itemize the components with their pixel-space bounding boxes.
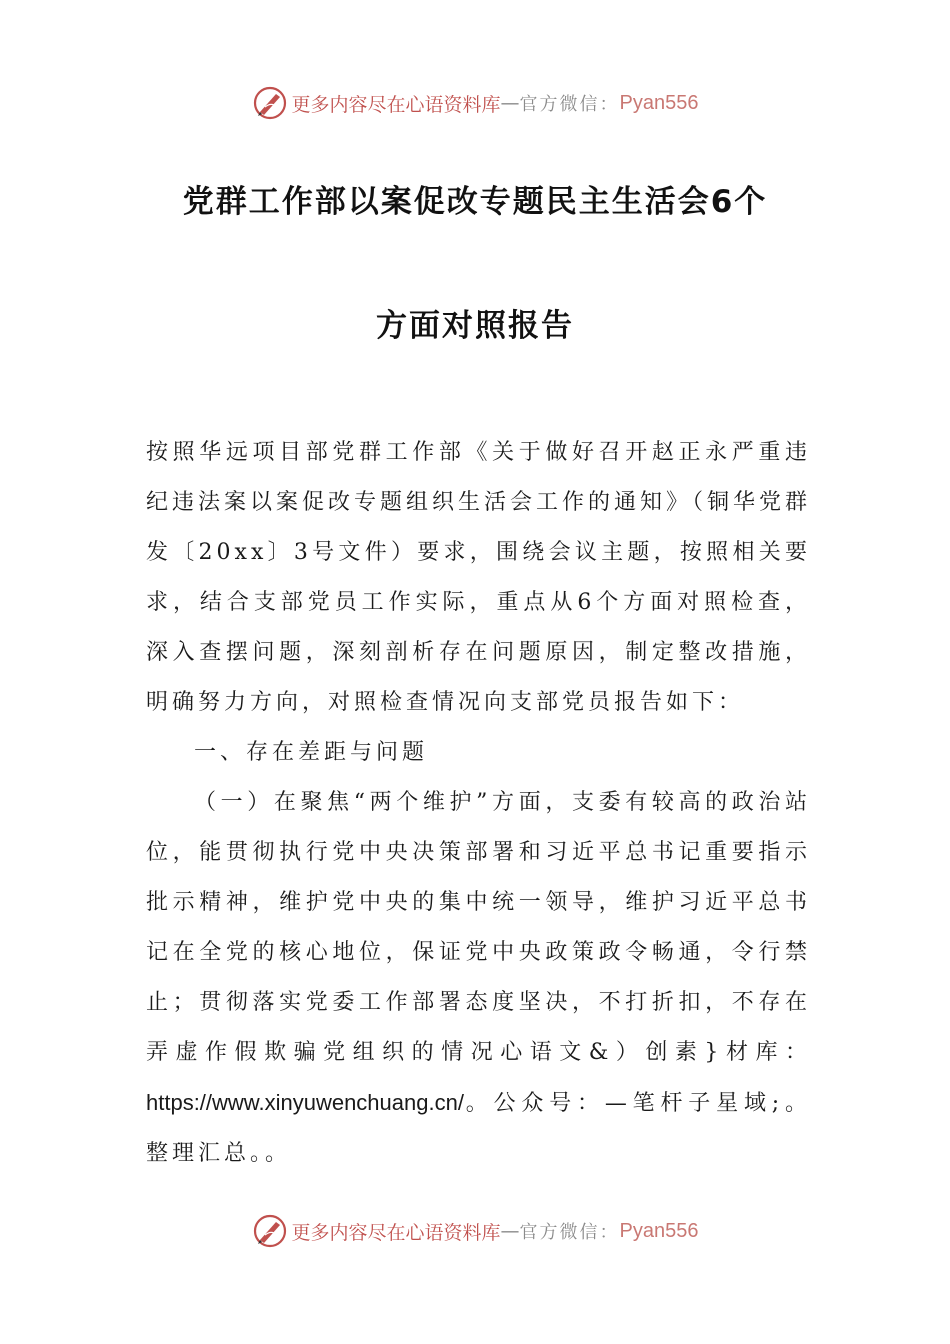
- wechat-label: 官方微信：: [519, 1222, 620, 1243]
- website-url[interactable]: https://www.xinyuwenchuang.cn/: [146, 1090, 464, 1115]
- paragraph-1-tail: 。公众号：—笔杆子星域;。整理汇总。。: [146, 1091, 811, 1166]
- document-title-line1: 党群工作部以案促改专题民主生活会6个: [182, 184, 768, 220]
- document-title-line2: 方面对照报告: [376, 308, 574, 344]
- site-text: 更多内容尽在心语资料库: [291, 1221, 501, 1244]
- pen-logo-icon: [252, 1213, 288, 1249]
- header-banner: [0, 83, 950, 123]
- banner-dash: —: [500, 1220, 520, 1242]
- pen-logo-icon: [252, 85, 288, 121]
- wechat-label: 官方微信：: [519, 94, 620, 115]
- footer-banner: [0, 1211, 950, 1251]
- wechat-id: Pyan556: [619, 91, 699, 114]
- wechat-id: Pyan556: [619, 1219, 699, 1242]
- section-heading: 一、存在差距与问题: [194, 740, 429, 765]
- site-text: 更多内容尽在心语资料库: [291, 93, 501, 116]
- intro-paragraph: 按照华远项目部党群工作部《关于做好召开赵正永严重违纪违法案以案促改专题组织生活会工作的通知》（铜华党群发〔20xx〕3号文件）要求，围绕会议主题，按照相关要求，结合支部党员工作实际，重点从6个方面对照检查，深入查摆问题，深刻剖析存在问题原因，制定整改措施，明确努力方向，对照检查情况向支部党员报告如下：: [146, 440, 812, 715]
- paragraph-1: [146, 778, 811, 1179]
- paragraph-1-text: （一）在聚焦“两个维护”方面，支委有较高的政治站位，能贯彻执行党中央决策部署和习近平总书记重要指示批示精神，维护党中央的集中统一领导，维护习近平总书记在全党的核心地位，保证党中央政策政令畅通，令行禁止；贯彻落实党委工作部署态度坚决，不打折扣，不存在弄虚作假欺骗党组织的情况心语文&）创素}材库：: [146, 790, 811, 1065]
- banner-dash: —: [500, 92, 520, 114]
- document-body: [146, 428, 811, 1179]
